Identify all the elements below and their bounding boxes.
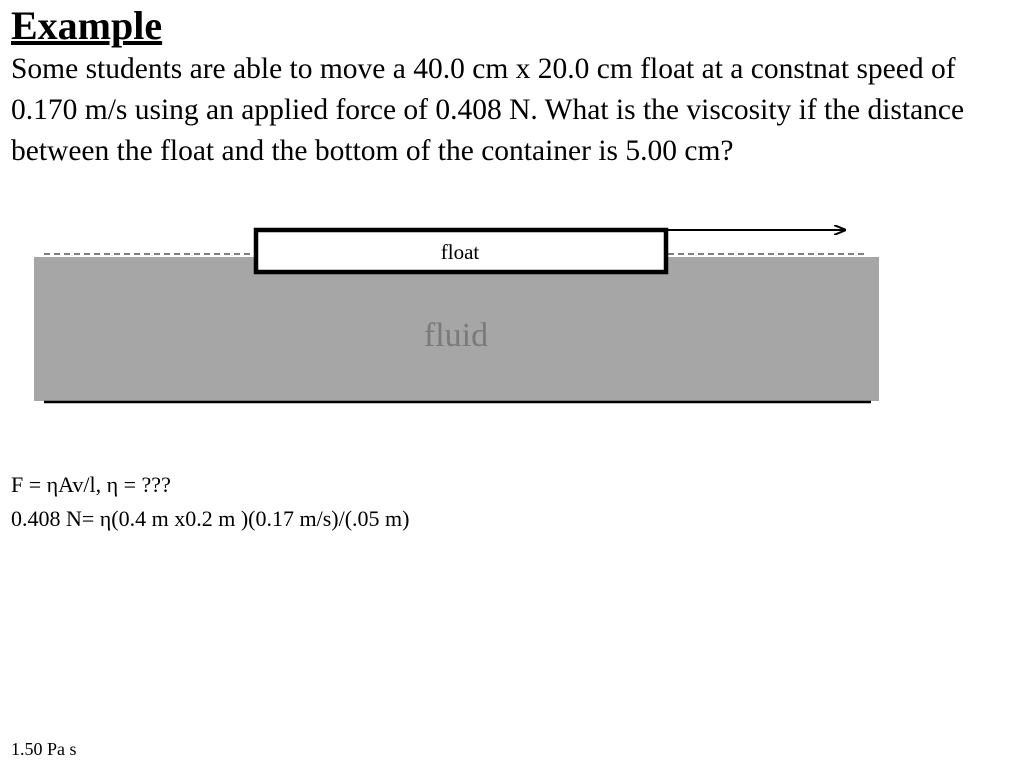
fluid-label: fluid <box>423 317 489 354</box>
answer-text: 1.50 Pa s <box>11 739 77 759</box>
substitution-line: 0.408 N= η(0.4 m x0.2 m )(0.17 m/s)/(.05 m) <box>11 506 410 531</box>
float-label: float <box>440 240 480 264</box>
problem-statement: Some students are able to move a 40.0 cm x 20.0 cm float at a constnat speed of 0.170 m/s using an applied force of 0.408 N. What is the viscosity if the distance between the float and the bottom of the container is 5.00 cm? <box>11 53 965 167</box>
formula-line: F = ηAv/l, η = ??? <box>11 472 171 497</box>
slide-title: Example <box>11 3 163 48</box>
